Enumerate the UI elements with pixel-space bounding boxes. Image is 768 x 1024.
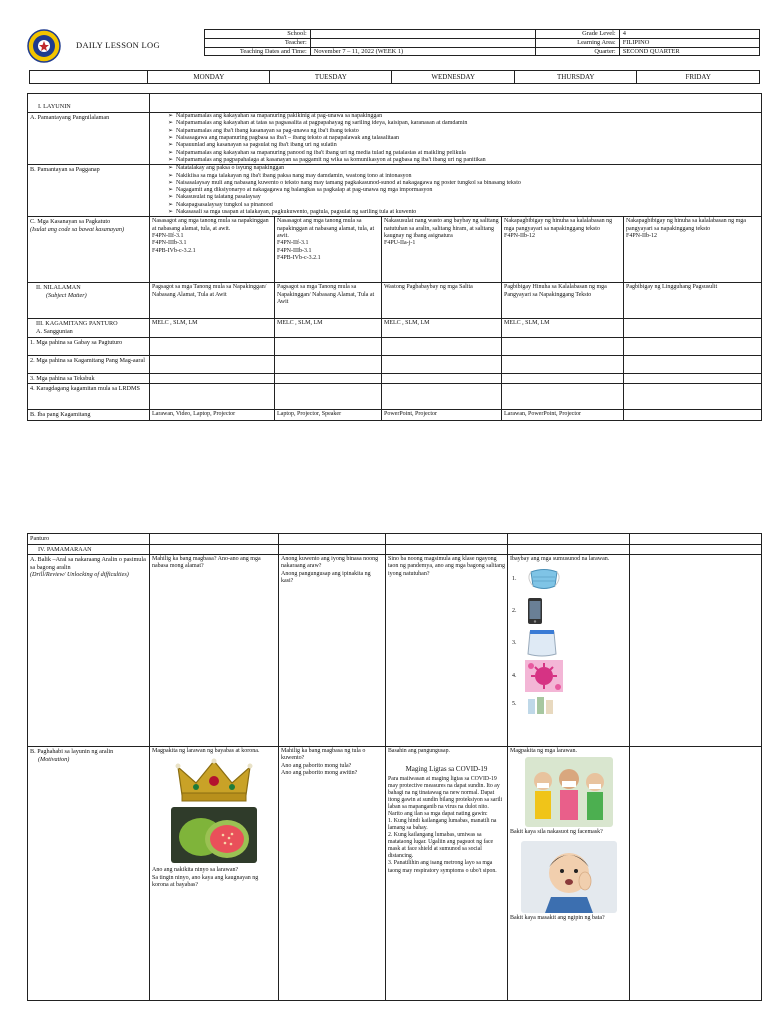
kagamitan-monday: Larawan, Video, Laptop, Projector: [150, 410, 275, 421]
day-tuesday: TUESDAY: [270, 71, 392, 84]
list-item: ➢ Naipamamalas ang kakayahan at tatas sa pagsasalita at pagpapahayag ng sariling ideya, kaisipan, karanasan at damdamin: [150, 120, 761, 127]
dates-label: Teaching Dates and Time:: [205, 47, 311, 56]
picture-item: [510, 693, 627, 715]
kagamitan-friday: [624, 410, 762, 421]
list-item: ➢ Naisasagawa ang mapanuring pagbasa sa iba't – ibang teksto at napapalawak ang talasalitaan: [150, 135, 761, 142]
larawan-instruction: Magpakita ng mga larawan.: [510, 748, 577, 755]
pamamaraan-heading: IV. PAMAMARAAN: [28, 544, 150, 555]
covid-reading-item: 3. Panatilihin ang isang metrong layo sa mga taong may respiratory symptoms o ubo't sipon.: [388, 860, 497, 874]
picture-number: 5.: [512, 700, 517, 707]
kagamitan-wednesday: PowerPoint, Projector: [382, 410, 502, 421]
nilalaman-subtitle: (Subject Matter): [46, 291, 87, 299]
basahin-instruction: Basahin ang pangungusap.: [388, 748, 450, 755]
children-with-facemask-image: [525, 757, 613, 827]
picture-number: 4.: [512, 672, 517, 679]
section1-blank: [150, 94, 762, 113]
korona-questions: Ano ang nakikita ninyo sa larawan? Sa tingin ninyo, ano kaya ang kaugnayan ng korona at bayabas?: [152, 867, 259, 889]
picture-item: [510, 563, 627, 595]
days-header: [29, 70, 760, 84]
teksbuk-label: 3. Mga pahina sa Teksbuk: [28, 373, 150, 384]
school-value: [310, 30, 535, 39]
panturo-continued-label: Panturo: [28, 534, 150, 545]
gabay-label: 1. Mga pahina sa Gabay sa Pagtuturo: [28, 337, 150, 355]
quarter-label: Quarter:: [535, 47, 619, 56]
sanggunian-wednesday: MELC , SLM, LM: [382, 319, 502, 337]
list-item: ➢ Napauunlad ang kasanayan sa pagsulat ng iba't ibang uri ng sulatin: [150, 142, 761, 149]
sanggunian-thursday: MELC , SLM, LM: [502, 319, 624, 337]
day-blank: [30, 71, 148, 84]
kagamitan-title: III. KAGAMITANG PANTURO: [36, 320, 118, 328]
paghahabi-wednesday: [386, 747, 508, 1001]
kasanayan-monday: Nasasagot ang mga tanong mula sa napakinggan at nabasang alamat, tula, at awit. F4PN-IIf-3.1 F4PN-IIIb-3.1 F4PB-IVb-c-3.2.1: [150, 217, 275, 283]
toothache-question: Bakit kaya masakit ang ngipin ng bata?: [510, 914, 605, 921]
paghahabi-title: B. Paghahabi sa layunin ng aralin: [30, 748, 114, 756]
dates-value: November 7 – 11, 2022 (WEEK 1): [310, 47, 535, 56]
list-item: ➢ Nagagamit ang diksiyonaryo at nakagagawa ng balangkas sa pagkalap at pag-unawa ng mga impormasyon: [150, 187, 761, 194]
nilalaman-label: [28, 283, 150, 319]
lesson-table-page2: [27, 533, 762, 1001]
list-item: ➢ Nakasasali sa mga usapan at talakayan, pagkukuwento, pagtula, pagsulat ng sariling tula at kuwento: [150, 209, 761, 216]
header-table: [204, 29, 760, 56]
list-item: ➢ Naipamamalas ang kakayahan sa mapanuring pakikinig at pag-unawa sa napakinggan: [150, 113, 761, 120]
section1-heading: I. LAYUNIN: [28, 94, 150, 113]
quarter-value: SECOND QUARTER: [619, 47, 759, 56]
lesson-table-page1: [27, 93, 762, 421]
pamantayan-sa-pagganap-list: [150, 165, 762, 217]
list-item: ➢ Naipamamalas ang iba't ibang kasanayan sa pag-unawa ng iba't ibang teksto: [150, 128, 761, 135]
pamantayan-sa-pagganap-label: B. Pamantayan sa Pagganap: [28, 165, 150, 217]
balik-aral-tuesday: Anong kuwento ang iyong binasa noong nakaraang araw? Anong pangungusap ang ipinakita ng kasi?: [279, 555, 386, 747]
picture-item: [510, 659, 627, 693]
paghahabi-monday: [150, 747, 279, 1001]
ibaybay-instruction: Ibaybay ang mga sumusunod na larawan.: [510, 556, 610, 563]
day-wednesday: WEDNESDAY: [392, 71, 515, 84]
balik-aral-friday: [630, 555, 762, 747]
picture-number: 3.: [512, 639, 517, 646]
day-friday: FRIDAY: [637, 71, 760, 84]
kasanayan-label: [28, 217, 150, 283]
day-monday: MONDAY: [148, 71, 270, 84]
kasanayan-thursday: Nakapagbibigay ng hinuha sa kalalabasan ng mga pangyayari sa napakinggang teksto F4PN-IIb-12: [502, 217, 624, 283]
picture-item: [510, 595, 627, 627]
teacher-value: [310, 38, 535, 47]
area-value: FILIPINO: [619, 38, 759, 47]
iba-pang-kagamitan-label: B. Iba pang Kagamitang: [28, 410, 150, 421]
list-item: ➢ Nakikiisa sa mga talakayan ng iba't ibang paksa nang may damdamin, wastong tono at intonasyon: [150, 173, 761, 180]
nilalaman-monday: Pagsagot sa mga Tanong mula sa Napakinggan/ Nabasang Alamat, Tula at Awit: [150, 283, 275, 319]
balik-aral-wednesday: Sino ba noong magsimula ang klase ngayong taon ng pandemya, ano ang mga bagong salitang iyong natutuhan?: [386, 555, 508, 747]
kasanayan-subtitle: (Isulat ang code sa bawat kasanayan): [30, 225, 125, 233]
lrdms-label: 4. Karagdagang kagamitan mula sa LRDMS: [28, 384, 150, 410]
grade-value: 4: [619, 30, 759, 39]
paghahabi-subtitle: (Motivation): [38, 755, 70, 763]
kasanayan-friday: Nakapagbibigay ng hinuha sa kalalabasan ng mga pangyayari sa napakinggang teksto F4PN-IIb-12: [624, 217, 762, 283]
pamantayang-pangnilalaman-label: A. Pamantayang Pangnilalaman: [28, 113, 150, 165]
nilalaman-thursday: Pagbibigay Hinuha sa Kalalabasan ng mga Pangyayari sa Napakinggang Teksto: [502, 283, 624, 319]
paghahabi-thursday: [508, 747, 630, 1001]
nilalaman-tuesday: Pagsagot sa mga Tanong mula sa Napakinggan/ Nabasang Alamat, Tula at Awit: [275, 283, 382, 319]
virus-icon: [525, 660, 563, 692]
kasanayan-tuesday: Nasasagot ang mga tanong mula sa napakinggan at nabasang alamat, tula, at awit. F4PN-IIf-3.1 F4PN-IIIb-3.1 F4PB-IVb-c-3.2.1: [275, 217, 382, 283]
covid-reading-title: Maging Ligtas sa COVID-19: [405, 765, 488, 774]
korona-instruction: Magpakita ng larawan ng bayabas at korona.: [152, 748, 260, 755]
deped-seal-logo: [27, 29, 61, 63]
kagamitan-thursday: Larawan, PowerPoint, Projector: [502, 410, 624, 421]
crown-icon: [174, 757, 254, 805]
face-shield-icon: [525, 628, 559, 658]
sanggunian-label: A. Sanggunian: [36, 327, 73, 335]
picture-item: [510, 627, 627, 659]
alcohol-bottles-icon: [525, 694, 555, 714]
balik-aral-label: [28, 555, 150, 747]
pamantayang-pangnilalaman-list: [150, 113, 762, 165]
paghahabi-label: [28, 747, 150, 1001]
kagamitang-pang-mag-aaral-label: 2. Mga pahina sa Kagamitang Pang Mag-aaral: [28, 355, 150, 373]
cellphone-icon: [527, 597, 543, 625]
picture-number: 1.: [512, 575, 517, 582]
covid-reading-paragraph: Para maiiwasan at maging ligtas sa COVID-19 may protective measures na dapat sundin. Ito ay bahagi na ng tinatawag na new normal. Dapat itong gawin at sundin bilang proteksiyon sa sarili laban sa mapanganib na virus na dulot nito. Narito ang ilan sa mga dapat nating gawin:: [388, 775, 503, 818]
balik-aral-monday: Mahilig ka bang magbasa? Ano-ano ang mga nabasa mong alamat?: [150, 555, 279, 747]
school-label: School:: [205, 30, 311, 39]
balik-aral-thursday: [508, 555, 630, 747]
covid-reading-item: 1. Kung hindi kailangang lumabas, manatili na lamang sa bahay.: [388, 818, 497, 832]
area-label: Learning Area:: [535, 38, 619, 47]
list-item: ➢ Nakasusulat ng talatang pasalaysay: [150, 194, 761, 201]
picture-number: 2.: [512, 607, 517, 614]
sanggunian-monday: MELC , SLM, LM: [150, 319, 275, 337]
paghahabi-friday: [630, 747, 762, 1001]
nilalaman-friday: Pagbibigay ng Lingguhang Pagsusulit: [624, 283, 762, 319]
nilalaman-title: II. NILALAMAN: [36, 284, 81, 292]
child-toothache-image: [521, 841, 617, 913]
kasanayan-title: C. Mga Kasanayan sa Pagkatuto: [30, 218, 111, 226]
list-item: ➢ Naipamamalas ang kakayahan sa mapanuring panood ng iba't ibang uri ng media tulad ng patalastas at maikling pelikula: [150, 150, 761, 157]
list-item: ➢ Naisasalaysay muli ang nabasang kuwento o teksto nang may tamang pagkakasunod-sunod at nakagagawa ng poster tungkol sa binasang teksto: [150, 180, 761, 187]
nilalaman-wednesday: Wastong Pagbabaybay ng mga Salita: [382, 283, 502, 319]
list-item: ➢ Natatalakay ang paksa o isyung napakinggan: [150, 165, 761, 172]
list-item: ➢ Naipamamalas ang pagpapahalaga at kasanayan sa paggamit ng wika sa komunikasyon at pagbasa ng iba't ibang uri ng panitikan: [150, 157, 761, 164]
balik-aral-subtitle: (Drill/Review/ Unlocking of difficulties): [30, 571, 129, 579]
day-thursday: THURSDAY: [515, 71, 637, 84]
list-item: ➢ Nakapagsasalaysay tungkol sa pinanood: [150, 202, 761, 209]
sanggunian-friday: [624, 319, 762, 337]
grade-label: Grade Level:: [535, 30, 619, 39]
teacher-label: Teacher:: [205, 38, 311, 47]
guava-icon: [171, 807, 257, 863]
kasanayan-wednesday: Nakasusulat nang wasto ang baybay ng salitang natutuhan sa aralin, salitang hiram, at salitang kaugnay ng ibang asignatura F4PU-IIa-j-1: [382, 217, 502, 283]
document-title: DAILY LESSON LOG: [76, 40, 160, 50]
paghahabi-tuesday: Mahilig ka bang magbasa ng tula o kuwento? Ano ang paborito mong tula? Ano ang paborito mong awitin?: [279, 747, 386, 1001]
kagamitan-label: [28, 319, 150, 337]
face-mask-icon: [525, 566, 563, 592]
covid-reading-item: 2. Kung kailangang lumabas, umiwas sa matataong lugar. Ugaliin ang pagsuot ng face mask at face shield at sumunod sa social distancing.: [388, 832, 494, 860]
sanggunian-tuesday: MELC , SLM, LM: [275, 319, 382, 337]
balik-aral-title: A. Balik –Aral sa nakaraang Aralin o pasimula sa bagong aralin: [30, 556, 146, 571]
facemask-question: Bakit kaya sila nakasuot ng facemask?: [510, 829, 603, 836]
kagamitan-tuesday: Laptop, Projector, Speaker: [275, 410, 382, 421]
